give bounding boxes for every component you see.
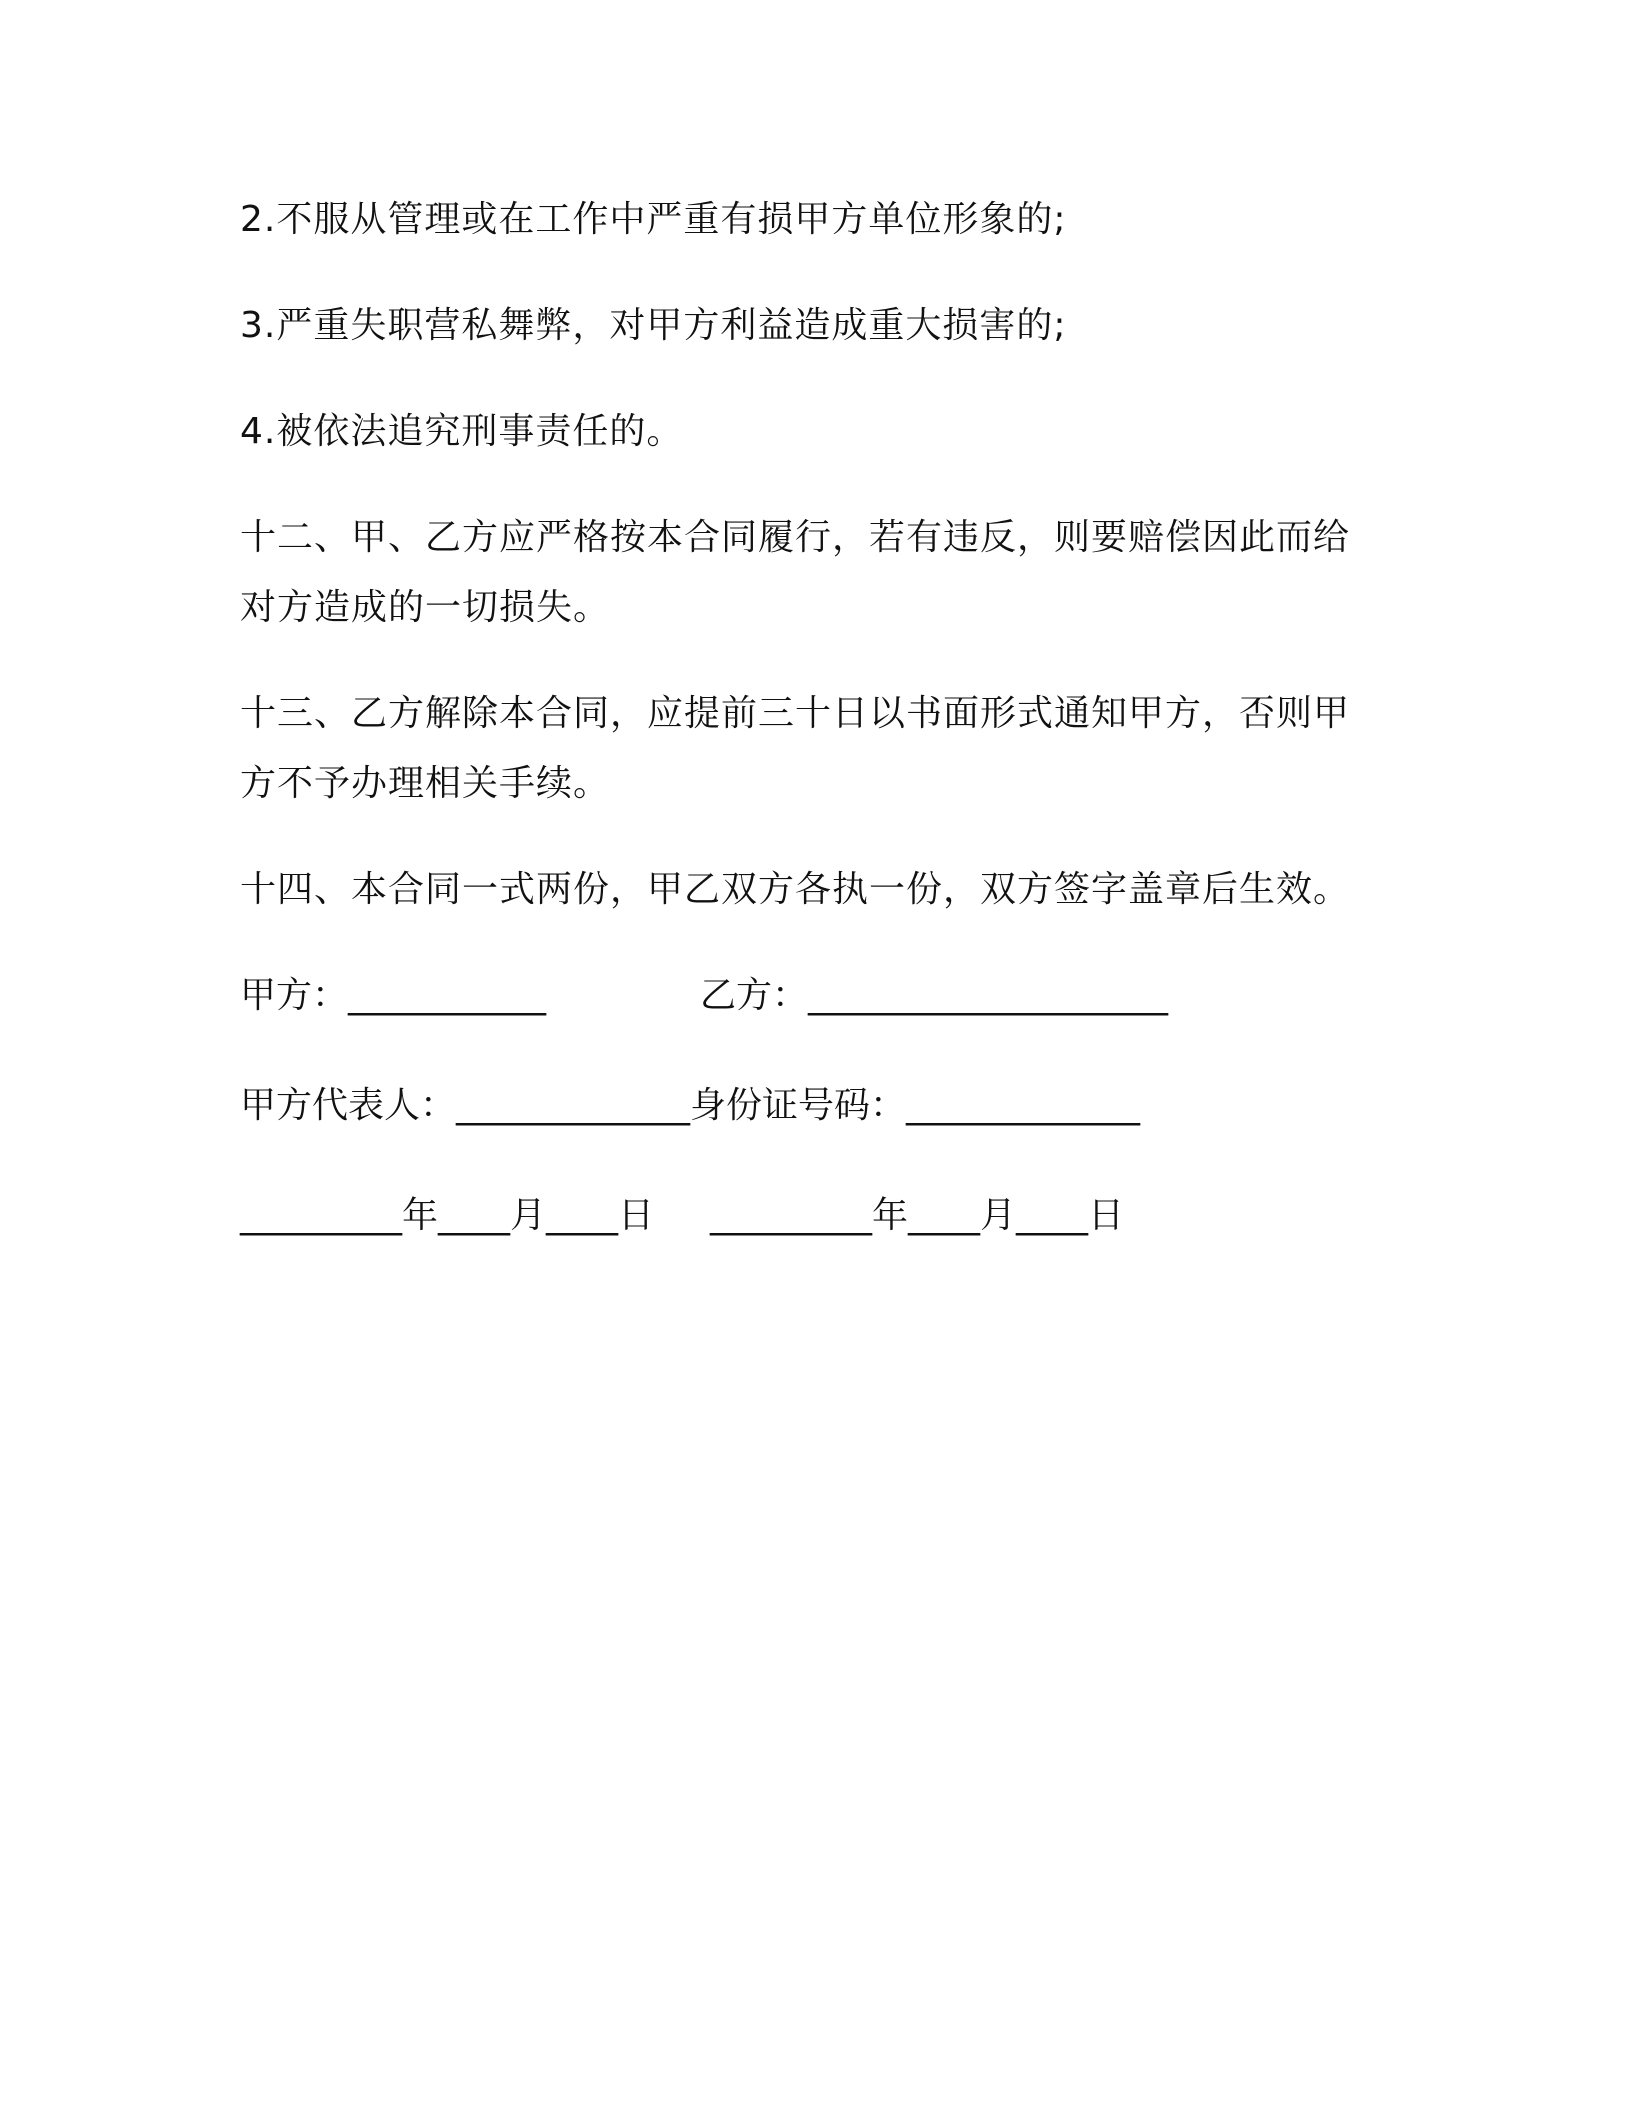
article-13: 十三、乙方解除本合同，应提前三十日以书面形式通知甲方，否则甲方不予办理相关手续。 <box>240 693 1351 804</box>
signature-parties-row <box>240 961 1380 1031</box>
date-party-a: _________年____月____日 <box>240 1195 654 1236</box>
clause-4: 4.被依法追究刑事责任的。 <box>240 411 684 452</box>
signature-date-row <box>240 1181 1380 1251</box>
clause-2: 2.不服从管理或在工作中严重有损甲方单位形象的; <box>240 199 1067 240</box>
party-b-signature: 乙方：____________________ <box>700 975 1169 1016</box>
signature-representative-row <box>240 1071 1380 1141</box>
article-14: 十四、本合同一式两份，甲乙双方各执一份，双方签字盖章后生效。 <box>240 869 1351 910</box>
party-a-representative: 甲方代表人：_____________ <box>240 1085 691 1126</box>
document-body <box>240 185 1380 1291</box>
party-a-signature: 甲方：___________ <box>240 975 547 1016</box>
date-party-b: _________年____月____日 <box>710 1195 1124 1236</box>
article-12: 十二、甲、乙方应严格按本合同履行，若有违反，则要赔偿因此而给对方造成的一切损失。 <box>240 517 1351 628</box>
clause-3: 3.严重失职营私舞弊，对甲方利益造成重大损害的; <box>240 305 1067 346</box>
id-number-field: 身份证号码：_____________ <box>690 1085 1141 1126</box>
